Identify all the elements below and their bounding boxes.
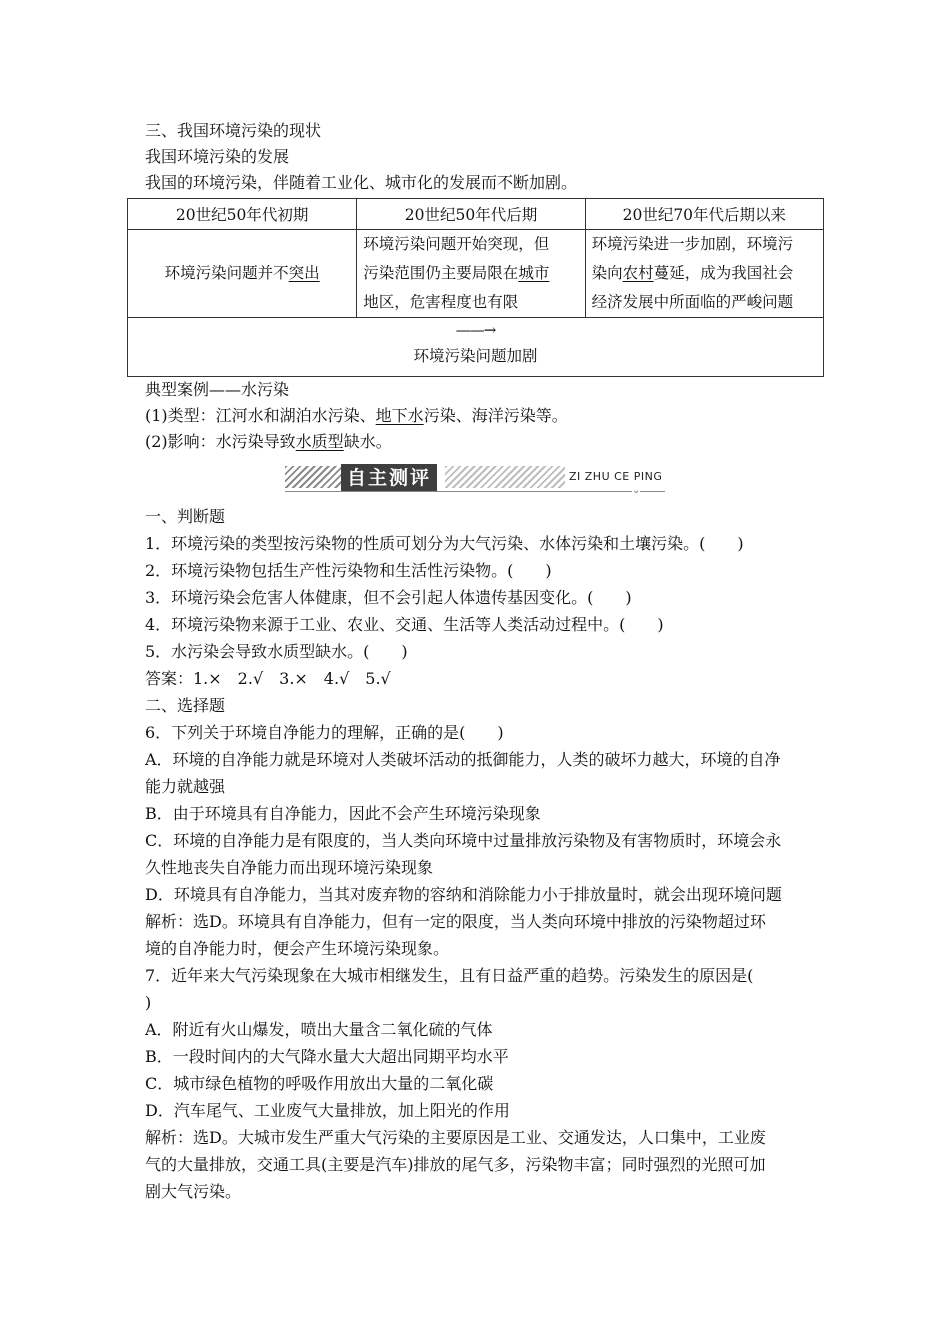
judge-item: 4．环境污染物来源于工业、农业、交通、生活等人类活动过程中。( ) [145, 615, 664, 634]
header-period-1: 20世纪50年代初期 [128, 199, 357, 230]
section-heading: 三、我国环境污染的现状 [145, 121, 322, 140]
underlined-term: 农村 [622, 264, 654, 282]
cell-period-3: 环境污染进一步加剧，环境污 染向农村蔓延，成为我国社会 经济发展中所面临的严峻问题 [585, 230, 823, 318]
judge-heading: 一、判断题 [145, 507, 226, 526]
option-a-cont: 能力就越强 [145, 777, 226, 796]
option-a: A．附近有火山爆发，喷出大量含二氧化硫的气体 [145, 1020, 493, 1039]
banner-title: 自主测评 [341, 464, 437, 492]
case-impact: (2)影响：水污染导致水质型缺水。 [145, 432, 392, 451]
table-trend-row [128, 318, 824, 377]
banner-rule [285, 491, 665, 492]
judge-answer: 答案：1.× 2.√ 3.× 4.√ 5.√ [145, 669, 391, 688]
table-header-row [128, 199, 824, 230]
explanation-cont: 境的自净能力时，便会产生环境污染现象。 [145, 939, 450, 958]
header-period-3: 20世纪70年代后期以来 [585, 199, 823, 230]
question-7-stem: 7．近年来大气污染现象在大城市相继发生，且有日益严重的趋势。污染发生的原因是( [145, 966, 754, 985]
explanation-cont: 气的大量排放，交通工具(主要是汽车)排放的尾气多，污染物丰富；同时强烈的光照可加 [145, 1155, 766, 1174]
chevron-down-icon: ⌄ [632, 485, 641, 496]
question-6-stem: 6．下列关于环境自净能力的理解，正确的是( ) [145, 723, 504, 742]
case-type: (1)类型：江河水和湖泊水污染、地下水污染、海洋污染等。 [145, 406, 568, 425]
judge-item: 2．环境污染物包括生产性污染物和生活性污染物。( ) [145, 561, 552, 580]
option-d: D．汽车尾气、工业废气大量排放，加上阳光的作用 [145, 1101, 510, 1120]
explanation-cont: 剧大气污染。 [145, 1182, 242, 1201]
judge-item: 1．环境污染的类型按污染物的性质可划分为大气污染、水体污染和土壤污染。( ) [145, 534, 744, 553]
banner-subtitle: ZI ZHU CE PING [565, 466, 666, 488]
option-d: D．环境具有自净能力，当其对废弃物的容纳和消除能力小于排放量时，就会出现环境问题 [145, 885, 782, 904]
choice-heading: 二、选择题 [145, 696, 226, 715]
underlined-term: 地下水 [375, 406, 424, 425]
case-title: 典型案例——水污染 [145, 380, 290, 399]
cell-period-2: 环境污染问题开始突现，但 污染范围仍主要局限在城市 地区，危害程度也有限 [357, 230, 585, 318]
arrow-icon: ——→ [455, 321, 496, 339]
option-c-cont: 久性地丧失自净能力而出现环境污染现象 [145, 858, 434, 877]
option-a: A．环境的自净能力就是环境对人类破坏活动的抵御能力，人类的破坏力越大，环境的自净 [145, 750, 781, 769]
cell-period-1: 环境污染问题并不突出 [128, 230, 357, 318]
trend-label: 环境污染问题加剧 [413, 347, 538, 365]
subsection-heading: 我国环境污染的发展 [145, 147, 290, 166]
judge-item: 5．水污染会导致水质型缺水。( ) [145, 642, 408, 661]
explanation: 解析：选D。环境具有自净能力，但有一定的限度，当人类向环境中排放的污染物超过环 [145, 912, 766, 931]
trend-cell [128, 318, 824, 377]
header-period-2: 20世纪50年代后期 [357, 199, 585, 230]
table-body-row [128, 230, 824, 318]
banner-stripe-decoration [285, 466, 341, 488]
underlined-term: 水质型 [295, 432, 344, 451]
judge-item: 3．环境污染会危害人体健康，但不会引起人体遗传基因变化。( ) [145, 588, 632, 607]
option-b: B．一段时间内的大气降水量大大超出同期平均水平 [145, 1047, 509, 1066]
underlined-term: 突出 [288, 264, 320, 282]
question-7-stem-cont: ) [145, 993, 152, 1012]
page-content [145, 118, 825, 1205]
explanation: 解析：选D。大城市发生严重大气污染的主要原因是工业、交通发达，人口集中，工业废 [145, 1128, 766, 1147]
underlined-term: 城市 [518, 264, 550, 282]
self-assessment-banner [145, 462, 825, 496]
option-c: C．城市绿色植物的呼吸作用放出大量的二氧化碳 [145, 1074, 494, 1093]
option-c: C．环境的自净能力是有限度的，当人类向环境中过量排放污染物及有害物质时，环境会永 [145, 831, 782, 850]
pollution-development-table [127, 198, 824, 377]
option-b: B．由于环境具有自净能力，因此不会产生环境污染现象 [145, 804, 541, 823]
intro-paragraph: 我国的环境污染，伴随着工业化、城市化的发展而不断加剧。 [145, 173, 578, 192]
